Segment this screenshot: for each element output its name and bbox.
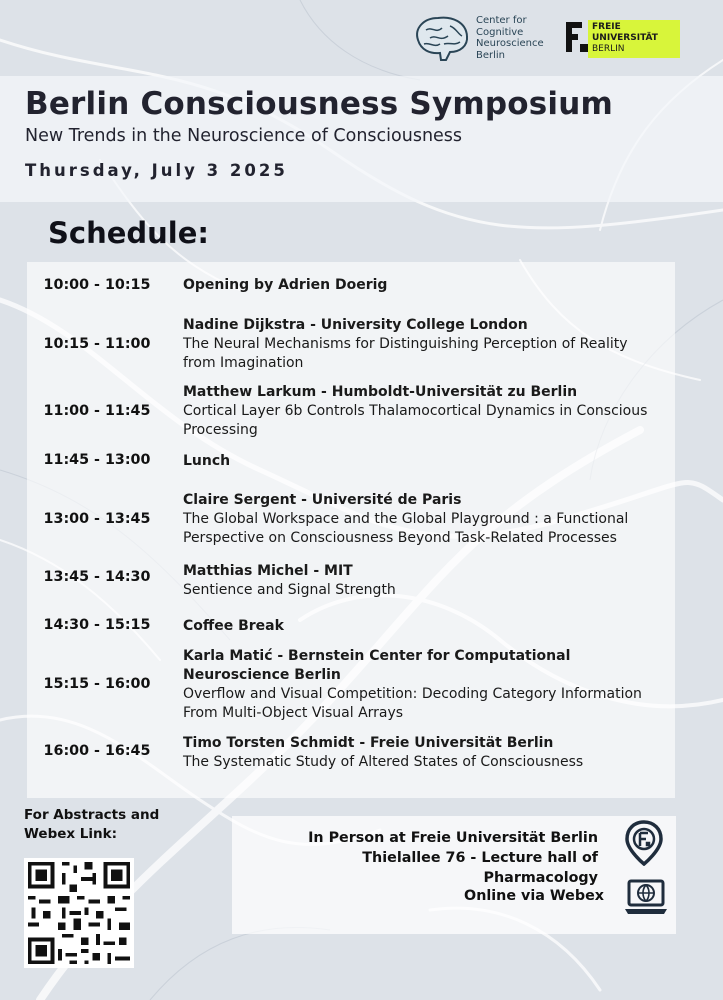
- location-pin-icon: [624, 820, 664, 866]
- schedule-speaker: Matthias Michel - MIT: [183, 563, 353, 579]
- schedule-time: 10:15 - 11:00: [43, 336, 151, 352]
- fu-mark-icon: [566, 22, 588, 52]
- ccnb-line-2: Cognitive: [476, 26, 524, 38]
- qr-code[interactable]: [24, 858, 134, 968]
- fu-line-3: BERLIN: [592, 44, 625, 54]
- ccnb-line-1: Center for: [476, 15, 527, 26]
- schedule-time: 10:00 - 10:15: [43, 277, 151, 293]
- schedule-talk-title: Overflow and Visual Competition: Decoding Category Information From Multi-Object Visual Arrays: [183, 686, 642, 721]
- ccnb-line-4: Berlin: [476, 49, 506, 61]
- schedule-talk-title: Cortical Layer 6b Controls Thalamocortical Dynamics in Conscious Processing: [183, 403, 648, 438]
- schedule-talk-title: The Neural Mechanisms for Distinguishing Perception of Reality from Imagination: [183, 336, 628, 371]
- address-line: Thielallee 76 - Lecture hall of Pharmacology: [362, 850, 598, 886]
- fu-line-2: UNIVERSITÄT: [592, 33, 658, 43]
- fu-berlin-logo: [556, 14, 686, 60]
- schedule-talk-title: The Systematic Study of Altered States of Consciousness: [183, 754, 584, 770]
- schedule-talk-title: The Global Workspace and the Global Playground : a Functional Perspective on Consciousness Beyond Task-Related Processes: [183, 511, 629, 546]
- schedule-speaker: Claire Sergent - Université de Paris: [183, 492, 462, 508]
- schedule-time: 13:45 - 14:30: [43, 569, 151, 585]
- schedule-time: 11:45 - 13:00: [43, 452, 151, 468]
- schedule-time: 14:30 - 15:15: [43, 617, 151, 633]
- page-title: Berlin Consciousness Symposium: [25, 86, 614, 122]
- event-date: Thursday, July 3 2025: [25, 161, 288, 180]
- page-subtitle: New Trends in the Neuroscience of Consciousness: [25, 126, 463, 146]
- schedule-time: 13:00 - 13:45: [43, 511, 151, 527]
- schedule-speaker: Timo Torsten Schmidt - Freie Universität Berlin: [183, 735, 554, 751]
- schedule-speaker: Karla Matić - Bernstein Center for Computational Neuroscience Berlin: [183, 648, 571, 683]
- schedule-talk-title: Sentience and Signal Strength: [183, 582, 396, 598]
- abstracts-label: For Abstracts and Webex Link:: [24, 807, 160, 842]
- ccnb-line-3: Neuroscience: [476, 38, 544, 49]
- schedule-time: 11:00 - 11:45: [43, 403, 151, 419]
- ccnb-logo: [410, 12, 550, 64]
- schedule-time: 15:15 - 16:00: [43, 676, 151, 692]
- schedule-time: 16:00 - 16:45: [43, 743, 151, 759]
- laptop-globe-icon: [624, 878, 668, 916]
- schedule-speaker: Lunch: [183, 453, 231, 469]
- schedule-speaker: Coffee Break: [183, 618, 284, 634]
- in-person-info: [248, 828, 598, 888]
- online-info: Online via Webex: [464, 888, 604, 904]
- schedule-speaker: Matthew Larkum - Humboldt-Universität zu Berlin: [183, 384, 578, 400]
- schedule-heading: Schedule:: [48, 216, 210, 250]
- schedule-speaker: Nadine Dijkstra - University College London: [183, 317, 528, 333]
- brain-icon: [410, 12, 472, 64]
- schedule-speaker: Opening by Adrien Doerig: [183, 277, 388, 293]
- fu-line-1: FREIE: [592, 22, 621, 32]
- venue-line: In Person at Freie Universität Berlin: [308, 830, 598, 846]
